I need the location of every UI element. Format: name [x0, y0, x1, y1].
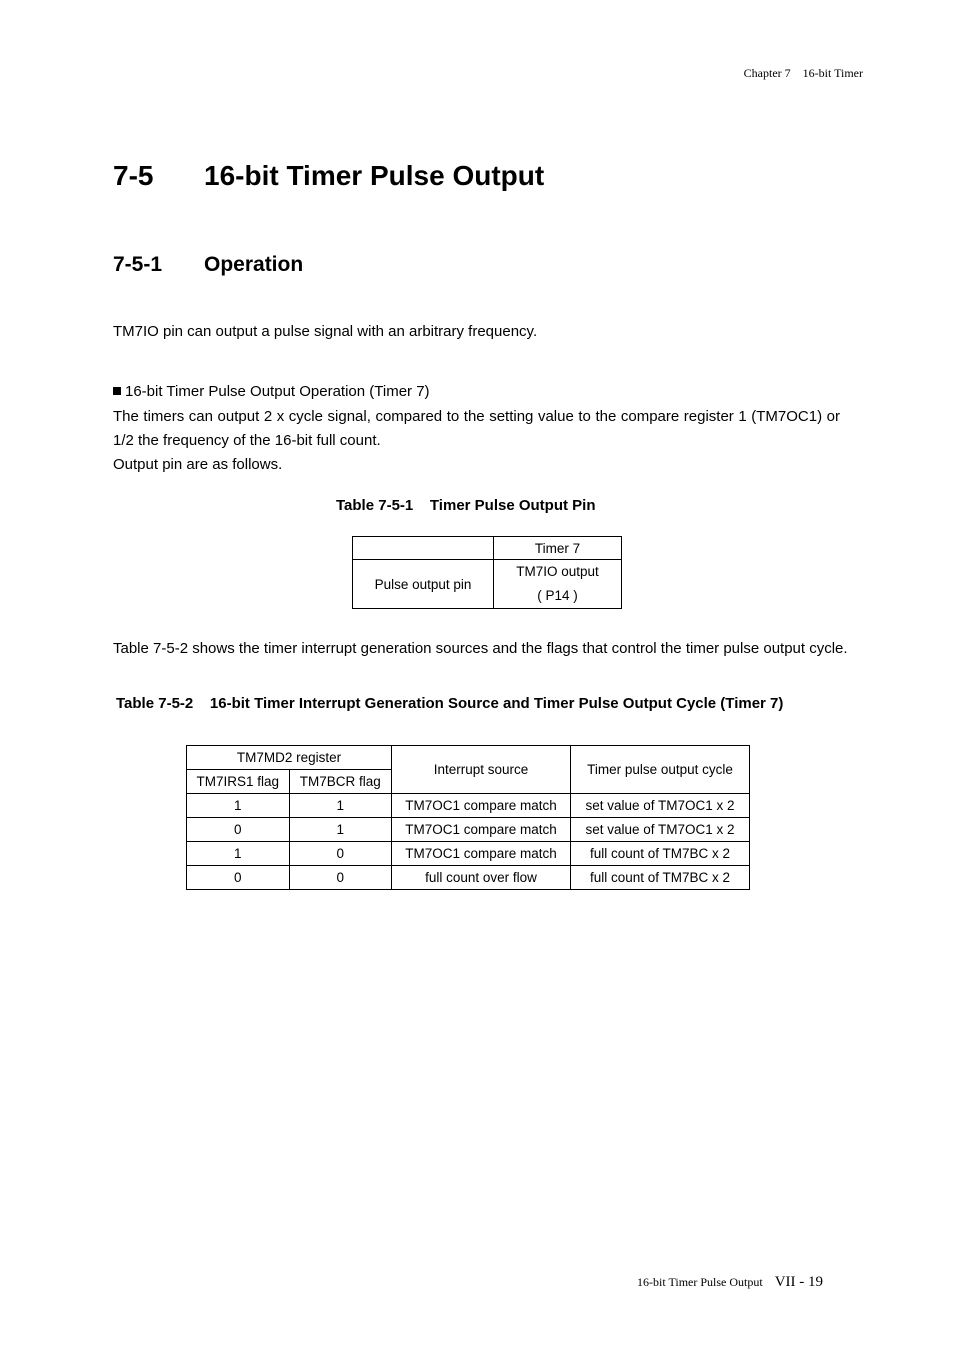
- table-row: [187, 794, 750, 818]
- subsection-title: Operation: [204, 253, 304, 276]
- table-cell: 1: [289, 794, 392, 818]
- value-cell: [494, 560, 622, 609]
- table-header-cell: Timer pulse output cycle: [571, 746, 750, 794]
- table1-caption: Table 7-5-1 Timer Pulse Output Pin: [336, 497, 596, 514]
- subsection-number: 7-5-1: [113, 253, 163, 276]
- table-cell: 0: [187, 818, 290, 842]
- value-line: ( P14 ): [537, 588, 578, 603]
- table-cell: TM7OC1 compare match: [392, 794, 571, 818]
- table-header-cell: TM7BCR flag: [289, 770, 392, 794]
- table-cell: 0: [289, 866, 392, 890]
- chapter-header: Chapter 7 16-bit Timer: [743, 66, 863, 80]
- table-row: [187, 818, 750, 842]
- operation-paragraph: The timers can output 2 x cycle signal, compared to the setting value to the compare register 1 (TM7OC1) or 1/2 the frequency of the 16-bit full count.: [113, 408, 840, 449]
- page-footer: [637, 1273, 823, 1291]
- empty-cell: [353, 537, 494, 560]
- table-cell: 0: [289, 842, 392, 866]
- value-line: TM7IO output: [516, 564, 599, 579]
- table-row: [187, 866, 750, 890]
- pulse-output-pin-table: [352, 536, 622, 609]
- row-label-cell: Pulse output pin: [353, 560, 494, 609]
- page-number: VII - 19: [774, 1274, 824, 1290]
- table-cell: set value of TM7OC1 x 2: [571, 818, 750, 842]
- subsection-heading: [113, 253, 303, 277]
- table-cell: 1: [187, 794, 290, 818]
- intro-paragraph: TM7IO pin can output a pulse signal with an arbitrary frequency.: [113, 323, 538, 340]
- table2-caption: Table 7-5-2 16-bit Timer Interrupt Generation Source and Timer Pulse Output Cycle (Timer 7): [116, 695, 784, 712]
- section-title: 16-bit Timer Pulse Output: [204, 160, 545, 191]
- table-cell: TM7OC1 compare match: [392, 842, 571, 866]
- table-row: [353, 560, 622, 609]
- operation-heading: [113, 383, 430, 400]
- table-cell: TM7OC1 compare match: [392, 818, 571, 842]
- table-row: [187, 746, 750, 770]
- table-cell: set value of TM7OC1 x 2: [571, 794, 750, 818]
- table-header-cell: Timer 7: [494, 537, 622, 560]
- table-header-cell: TM7MD2 register: [187, 746, 392, 770]
- operation-heading-text: 16-bit Timer Pulse Output Operation (Timer 7): [125, 383, 430, 400]
- table2-intro-paragraph: Table 7-5-2 shows the timer interrupt generation sources and the flags that control the timer pulse output cycle.: [113, 640, 848, 657]
- section-heading: [113, 160, 544, 192]
- interrupt-source-table: [186, 745, 750, 890]
- output-pin-note: Output pin are as follows.: [113, 456, 283, 473]
- table-cell: 1: [289, 818, 392, 842]
- table-row: [353, 537, 622, 560]
- square-bullet-icon: [113, 387, 121, 395]
- table-header-cell: TM7IRS1 flag: [187, 770, 290, 794]
- table-cell: 1: [187, 842, 290, 866]
- table-header-cell: Interrupt source: [392, 746, 571, 794]
- footer-title: 16-bit Timer Pulse Output: [637, 1275, 763, 1289]
- table-cell: full count over flow: [392, 866, 571, 890]
- table-row: [187, 842, 750, 866]
- table-cell: 0: [187, 866, 290, 890]
- table-cell: full count of TM7BC x 2: [571, 842, 750, 866]
- table-cell: full count of TM7BC x 2: [571, 866, 750, 890]
- section-number: 7-5: [113, 160, 154, 191]
